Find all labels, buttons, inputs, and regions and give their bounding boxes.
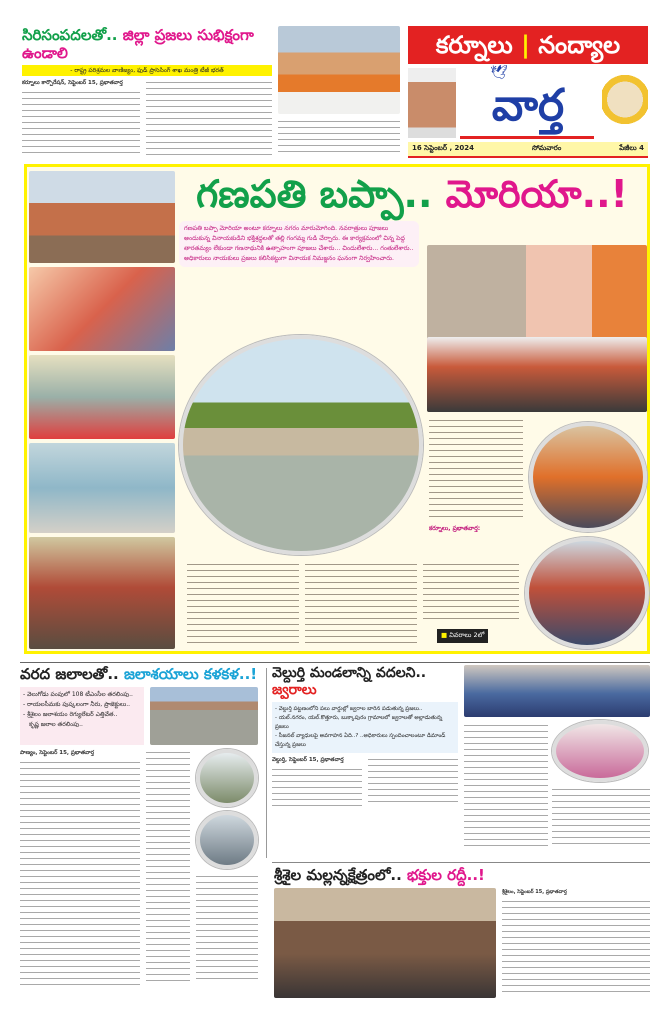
photo-ganesh-idol [29,267,175,351]
reservoir-bullets [20,687,144,745]
photo-immersion [29,355,175,439]
reservoir-body-col3 [196,873,258,983]
fever-body-col4 [552,786,650,848]
dove-icon: 🕊 [490,65,508,81]
srisailam-dateline: శ్రీశైలం, సెప్టెంబర్ 15, ప్రభాతవార్త [502,889,567,895]
fever-body-col1 [272,766,362,806]
photo-circle-devotees [525,537,649,649]
fever-bullets [272,702,458,753]
reservoir-body-col2 [146,749,190,985]
reservoir-bullet: - రాయలసీమకు పుష్కలంగా నీరు, ప్రాజెక్టులు.. [23,701,131,708]
reservoir-story [20,665,260,989]
srisailam-headline-black: శ్రీశైల మల్లన్నక్షేత్రంలో.. [274,866,402,884]
page-count: పేజీలు 4 [619,144,644,152]
bullet-icon: ■ [441,631,450,639]
headline-pink: జిల్లా ప్రజలు సుభిక్షంగా ఉండాలి [22,26,254,62]
fever-bullet: - సీజనల్ వ్యాధులపై అవగాహన ఏది..? ..అధికారులు స్పందించాలంటూ డిమాండ్ చేస్తున్న ప్రజలు [275,733,446,748]
top-story-dateline: కర్నూలు కార్పొరేషన్, సెప్టెంబర్ 15, ప్రభాతవార్త [22,80,123,86]
top-story-body-col3 [278,118,400,152]
photo-devotees-queue [274,888,496,998]
fever-story [272,665,458,806]
srisailam-story [274,866,650,998]
photo-circle-patient [552,720,648,782]
feature-body-col2 [305,561,417,647]
edition-banner [408,26,648,64]
logo-underline [460,136,594,139]
nandi-image [602,68,648,138]
date-bar [408,142,648,158]
photo-officials [427,337,647,412]
top-story-subtitle: - రాష్ట్ర పరిశ్రమల వాణిజ్యం, ఫుడ్ ప్రాసెసింగ్ శాఖ మంత్రి టీజీ భరత్ [22,65,272,76]
photo-idol-water [29,443,175,533]
feature-dateline: కర్నూలు, ప్రభాతవార్త: [429,525,481,532]
srisailam-body [502,898,650,996]
reservoir-bullet: కృష్ణ జలాల తరలింపు.. [29,721,83,728]
column-divider [266,668,267,858]
srisailam-headline [274,866,650,884]
reservoir-headline-blue: జలాశయాలు కళకళ..! [123,665,258,683]
photo-patient-bed [464,665,650,717]
section-divider [272,862,650,863]
top-story-body-col2 [146,79,272,156]
masthead [408,26,648,160]
feature-summary: గణపతి బప్పా మోరియా అంటూ కర్నూలు నగరం మారుమోగింది. నవరాత్రులు పూజలు అందుకున్న వినాయకుడిని భక్తిశ్రద్ధలతో తల్లి గంగమ్మ గుడి చేర్చారు. ఈ కార్యక్రమంలో చిన్న పెద్ద తారతమ్యం లేకుండా గణనాథునికి ఉత్సాహంగా పూజలు చేశారు... చిందులేశారు... గంతులేశారు.. అధికారులు నాయకులు ప్రజలు కలిసికట్టుగా వినాయక నిమజ్జనం ఘనంగా నిర్వహించారు. [179,221,419,267]
logo: వార్త [491,80,565,131]
fever-body-col2 [368,756,458,806]
top-story-body-col1 [22,89,140,156]
issue-date: 16 సెప్టెంబర్ , 2024 [412,144,475,152]
more-details-label: వివరాలు 2లో [449,631,485,639]
fever-bullet: - యల్.నగరం, యల్.కొత్తూరు, బుక్కాపురం గ్రామాలలో జ్వరాలతో అల్లాడుతున్న ప్రజలు [275,715,443,730]
feature-headline-green: గణపతి బప్పా.. [196,172,433,216]
fever-dateline: వెల్దుర్తి, సెప్టెంబర్ 15, ప్రభాతవార్త [272,757,344,763]
headline-green: సిరిసంపదలతో.. [22,26,118,44]
reservoir-dateline: పాణ్యం, సెప్టెంబర్ 15, ప్రభాతవార్త [20,750,95,756]
reservoir-bullet: - శ్రీశైలం జలాశయం రెగ్యులేటర్ ఎత్తివేత.. [23,711,118,718]
feature-body-col3 [423,561,519,621]
photo-canal [150,687,258,745]
reservoir-headline-black: వరద జలాలతో.. [20,665,119,683]
edition-separator: | [521,31,530,59]
reservoir-bullet: - వెలుగోడు పంపులో 108 టీఎంసీల తరలింపు.. [23,691,133,698]
feature-panel [24,164,650,654]
edition-name: కర్నూలు [435,31,513,59]
photo-tank-immersion [179,335,423,555]
feature-headline [179,171,645,217]
reservoir-headline [20,665,260,683]
fever-bullet: - వెల్దుర్తి పట్టణంలోని పలు వార్డుల్లో జ్వరాల బారిన పడుతున్న ప్రజలు.. [275,706,423,712]
feature-body-col1 [187,561,299,647]
feature-body-right [429,417,523,521]
issue-day: సోమవారం [531,144,562,152]
photo-circle-water [196,749,258,807]
feature-headline-pink: మోరియా..! [445,172,628,216]
fever-headline-black: వెల్దుర్తి మండలాన్ని వదలని.. [272,665,427,681]
edition-name-2: నంద్యాల [538,31,621,59]
photo-procession [29,171,175,263]
reservoir-body-col1 [20,759,140,989]
more-details-link[interactable] [437,629,488,643]
top-story-headline [22,26,272,62]
photo-circle-celebration [529,422,647,532]
fever-body-col3 [464,722,548,848]
top-story [22,26,272,156]
srisailam-headline-pink: భక్తుల రద్దీ..! [407,866,485,884]
photo-circle-dam [196,811,258,869]
photo-crowd [29,537,175,649]
fever-headline-red: జ్వరాలు [272,682,317,698]
section-divider [20,662,650,663]
fever-headline [272,665,458,699]
top-story-photo [278,26,400,114]
fort-image [408,68,456,138]
